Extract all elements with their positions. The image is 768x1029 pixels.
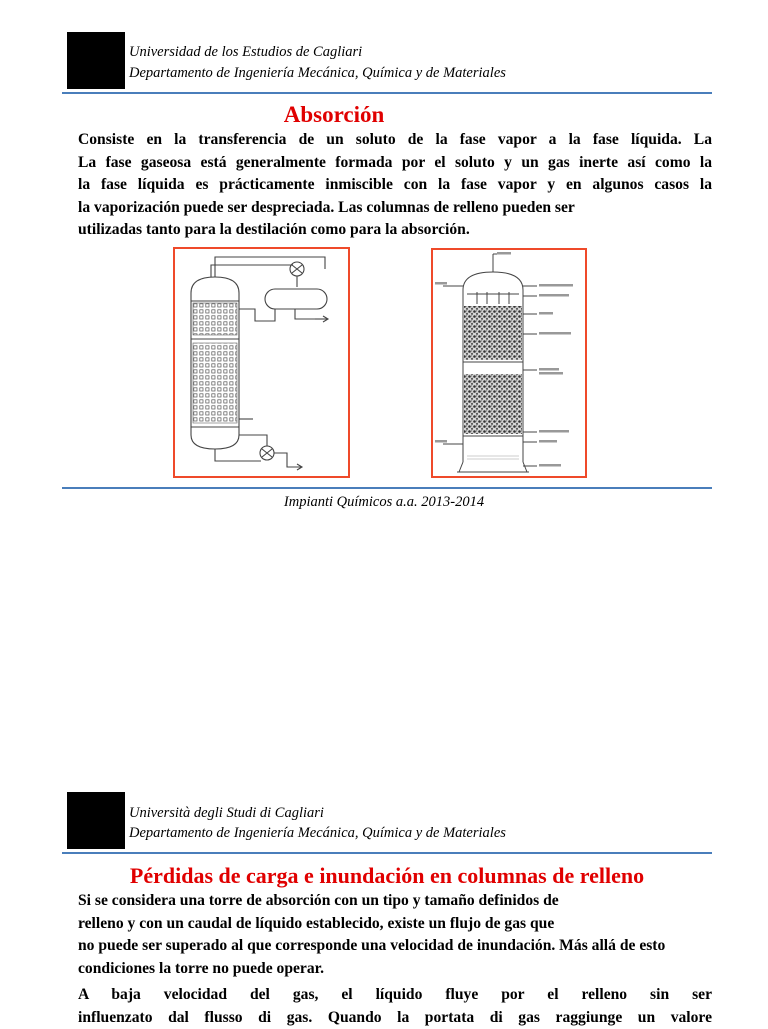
text-line: A baja velocidad del gas, el líquido fluye por el relleno sin ser xyxy=(78,984,712,1007)
text-line: Consiste en la transferencia de un soluto de la fase vapor a la fase líquida. La xyxy=(78,129,712,152)
text-line: utilizadas tanto para la destilación como para la absorción. xyxy=(78,219,712,242)
distillation-column-drawing xyxy=(175,249,348,476)
logo-block xyxy=(67,792,125,849)
header-department: Departamento de Ingeniería Mecánica, Química y de Materiales xyxy=(129,63,506,83)
footer-text: Impianti Químicos a.a. 2013-2014 xyxy=(0,494,768,511)
text-line: Si se considera una torre de absorción con un tipo y tamaño definidos de xyxy=(78,890,718,913)
text-line: relleno y con un caudal de líquido establecido, existe un flujo de gas que xyxy=(78,913,718,936)
intro-paragraph xyxy=(78,129,712,242)
header-rule xyxy=(62,92,712,94)
distillation-column-figure xyxy=(173,247,350,478)
header-university: Universidad de los Estudios de Cagliari xyxy=(129,42,362,62)
text-line: la vaporización puede ser despreciada. Las columnas de relleno pueden ser xyxy=(78,197,712,220)
text-line: la fase líquida es prácticamente inmiscible con la fase vapor y en algunos casos la xyxy=(78,174,712,197)
header-university: Università degli Studi di Cagliari xyxy=(129,803,324,823)
footer-rule xyxy=(62,487,712,489)
packed-column-drawing xyxy=(433,250,585,476)
text-line: no puede ser superado al que corresponde una velocidad de inundación. Más allá de esto xyxy=(78,935,718,958)
text-line: La fase gaseosa está generalmente formada por el soluto y un gas inerte así como la xyxy=(78,152,712,175)
packed-column-figure xyxy=(431,248,587,478)
slide-title: Absorción xyxy=(184,101,484,129)
text-line: influenzato dal flusso di gas. Quando la portata di gas raggiunge un valore xyxy=(78,1007,712,1029)
logo-block xyxy=(67,32,125,89)
header-rule xyxy=(62,852,712,854)
slide-title: Pérdidas de carga e inundación en columnas de relleno xyxy=(62,862,712,890)
paragraph-flooding xyxy=(78,890,718,980)
header-department: Departamento de Ingeniería Mecánica, Química y de Materiales xyxy=(129,823,506,843)
paragraph-low-velocity xyxy=(78,984,712,1029)
text-line: condiciones la torre no puede operar. xyxy=(78,958,718,981)
